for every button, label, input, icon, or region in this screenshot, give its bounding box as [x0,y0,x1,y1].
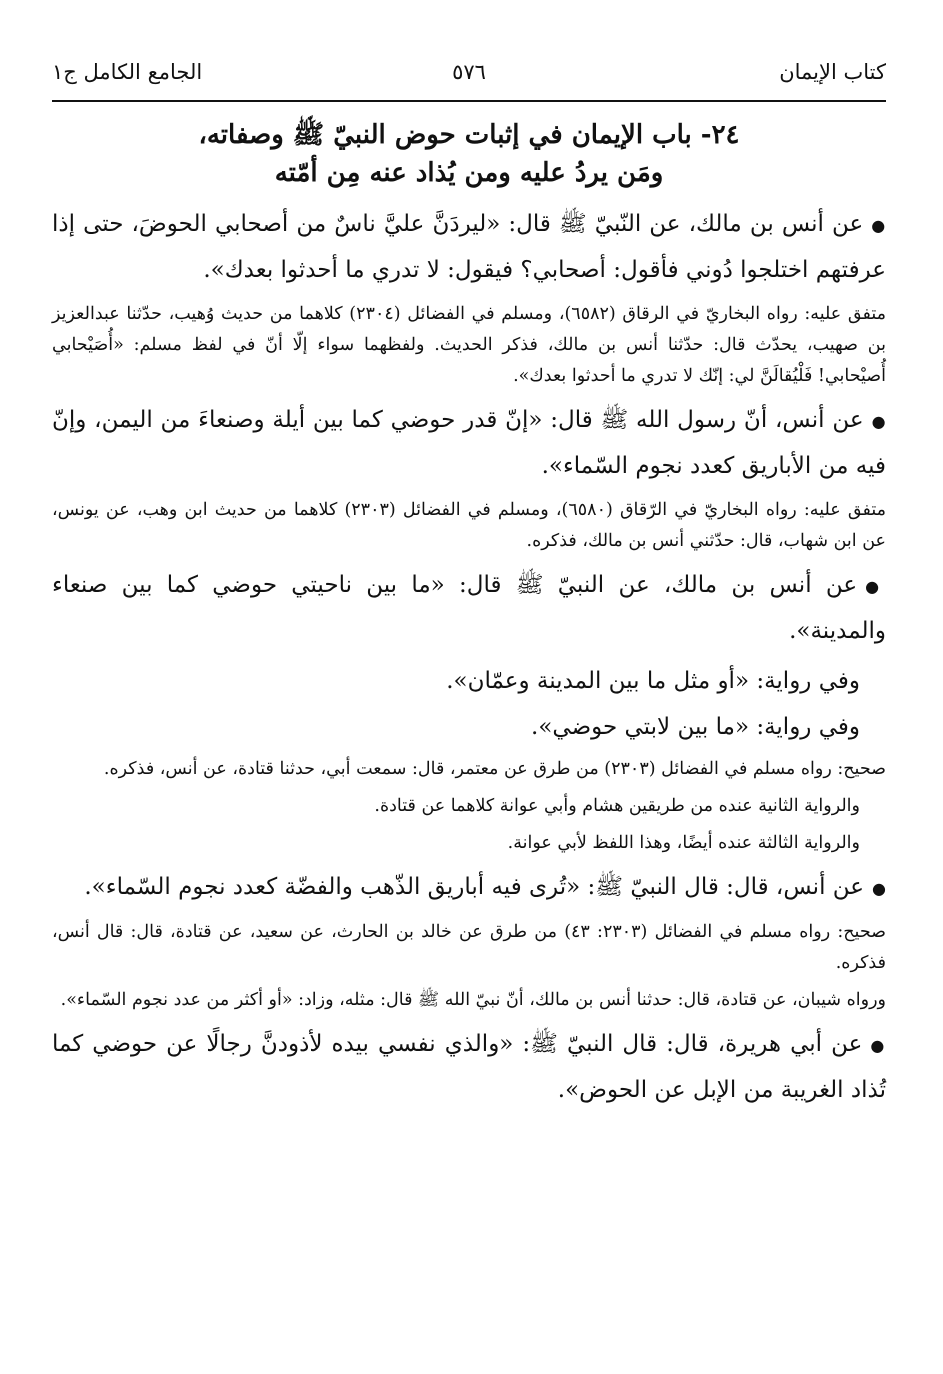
riwaya-line: وفي رواية: «ما بين لابتي حوضي». [531,714,860,740]
hadith-paragraph [52,202,886,293]
bullet-icon: ● [865,577,886,596]
takhrij-note: متفق عليه: رواه البخاريّ في الرقاق (٦٥٨٢)، ومسلم في الفضائل (٢٣٠٤) كلاهما من حديث وُهيب، حدّثنا عبدالعزيز بن صهيب، يحدّث قال: حدّثنا أنس بن مالك، فذكر الحديث. ولفظهما سواء إلّا أنّ في لفظ مسلم: «أُصَيْحابي أُصيْحابي! فَلْيُقالَنَّ لي: إنّك لا تدري ما أحدثوا بعدك». [52,304,886,386]
takhrij-note: متفق عليه: رواه البخاريّ في الرّقاق (٦٥٨٠)، ومسلم في الفضائل (٢٣٠٣) كلاهما من حديث ابن وهب، عن يونس، عن ابن شهاب، قال: حدّثني أنس بن مالك، فذكره. [52,500,886,551]
hadith-text: عن أنس بن مالك، عن النّبيّ ﷺ قال: «ليردَنَّ عليَّ ناسٌ من أصحابي الحوضَ، حتى إذا عرفتهم اختلجوا دُوني فأقول: أصحابي؟ فيقول: لا تدري ما أحدثوا بعدك». [52,211,886,283]
hadith-paragraph [52,398,886,489]
chapter-heading [52,116,886,192]
book-page [52,56,886,1119]
chapter-heading-line-1: ٢٤- باب الإيمان في إثبات حوض النبيّ ﷺ وصفاته، [198,120,740,150]
page-header [52,56,886,100]
header-rule [52,100,886,102]
bullet-icon: ● [870,1036,886,1055]
bullet-icon: ● [871,216,886,235]
hadith-paragraph [52,865,886,911]
running-head-collection-title: الجامع الكامل ج١ [52,60,203,84]
bullet-icon: ● [871,412,886,431]
hadith-text: عن أنس، أنّ رسول الله ﷺ قال: «إنّ قدر حوضي كما بين أيلة وصنعاءَ من اليمن، وإنّ فيه من الأباريق كعدد نجوم السّماء». [52,407,886,479]
takhrij-note: ورواه شيبان، عن قتادة، قال: حدثنا أنس بن مالك، أنّ نبيّ الله ﷺ قال: مثله، وزاد: «أو أكثر من عدد نجوم السّماء». [60,990,886,1010]
hadith-text: عن أبي هريرة، قال: قال النبيّ ﷺ: «والذي نفسي بيده لأذودنَّ رجالًا عن حوضي كما تُذاد الغريبة من الإبل عن الحوض». [52,1031,886,1103]
takhrij-note: صحيح: رواه مسلم في الفضائل (٢٣٠٣) من طرق عن معتمر، قال: سمعت أبي، حدثنا قتادة، عن أنس، فذكره. [103,759,886,779]
hadith-paragraph [52,1022,886,1113]
hadith-paragraph [52,563,886,654]
takhrij-note: والرواية الثالثة عنده أيضًا، وهذا اللفظ لأبي عوانة. [507,833,860,853]
takhrij-note: صحيح: رواه مسلم في الفضائل (٢٣٠٣: ٤٣) من طرق عن خالد بن الحارث، عن سعيد، عن قتادة، قال: قال أنس، فذكره. [52,922,886,973]
riwaya-line: وفي رواية: «أو مثل ما بين المدينة وعمّان». [446,668,860,694]
hadith-text: عن أنس، قال: قال النبيّ ﷺ: «تُرى فيه أباريق الذّهب والفضّة كعدد نجوم السّماء». [84,874,865,900]
takhrij-note: والرواية الثانية عنده من طريقين هشام وأبي عوانة كلاهما عن قتادة. [374,796,860,816]
page-number: ٥٧٦ [452,60,486,84]
chapter-heading-line-2: ومَن يردُ عليه ومن يُذاد عنه مِن أمّته [274,158,664,188]
running-head-book-title: كتاب الإيمان [779,60,886,84]
hadith-text: عن أنس بن مالك، عن النبيّ ﷺ قال: «ما بين ناحيتي حوضي كما بين صنعاء والمدينة». [52,572,886,644]
bullet-icon: ● [872,879,886,898]
